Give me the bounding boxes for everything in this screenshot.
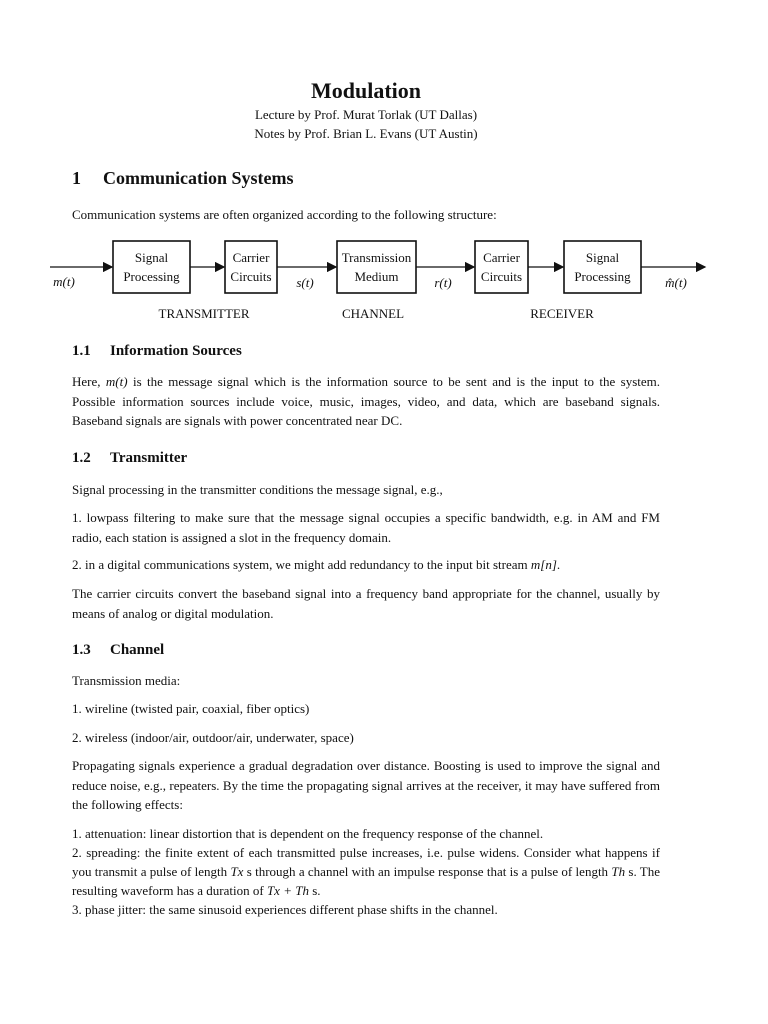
block-4-line-1: Carrier bbox=[483, 250, 520, 265]
section-1-number: 1 bbox=[72, 168, 81, 188]
effect-phase-jitter: 3. phase jitter: the same sinusoid experiences different phase shifts in the channel. bbox=[72, 902, 498, 917]
block-5-line-2: Processing bbox=[574, 269, 631, 284]
para-text: s through a channel with an impulse response that is a pulse of length bbox=[243, 864, 612, 879]
transmitter-paragraph-3 bbox=[72, 555, 660, 575]
transmitter-paragraph-2: 1. lowpass filtering to make sure that the message signal occupies a specific bandwidth, e.g. in AM and FM radio, each station is assigned a slot in the frequency domain. bbox=[72, 510, 660, 545]
subsection-1-2-heading bbox=[72, 450, 187, 467]
channel-paragraph-3: 2. wireless (indoor/air, outdoor/air, underwater, space) bbox=[72, 730, 354, 745]
block-signal-processing-rx bbox=[564, 241, 641, 293]
block-3-line-1: Transmission bbox=[341, 250, 412, 265]
signal-output-label: m̂(t) bbox=[665, 275, 687, 290]
block-3-line-2: Medium bbox=[354, 269, 399, 284]
block-signal-processing-tx bbox=[113, 241, 190, 293]
effect-spreading bbox=[72, 843, 660, 900]
para-text: 2. spreading: the finite extent of each transmitted pulse increases, i.e. pulse widens. Consider what happens if you transmit a pulse of length bbox=[72, 845, 660, 879]
effect-attenuation: 1. attenuation: linear distortion that is dependent on the frequency response of the channel. bbox=[72, 826, 544, 841]
subsection-1-1-number: 1.1 bbox=[72, 343, 91, 359]
math-th: Th bbox=[611, 864, 626, 879]
block-1-line-1: Signal bbox=[134, 250, 169, 265]
signal-s-label: s(t) bbox=[296, 275, 314, 290]
group-channel-label: CHANNEL bbox=[341, 306, 405, 321]
para-text: . bbox=[556, 557, 561, 572]
section-1-intro: Communication systems are often organized according to the following structure: bbox=[72, 207, 497, 222]
transmitter-paragraph-4: The carrier circuits convert the baseband signal into a frequency band appropriate for the channel, usually by means of analog or digital modulation. bbox=[72, 586, 660, 621]
transmitter-paragraph-1: Signal processing in the transmitter conditions the message signal, e.g., bbox=[72, 482, 443, 497]
subsection-1-1-heading bbox=[72, 343, 242, 360]
block-2-line-2: Circuits bbox=[230, 269, 272, 284]
subsection-1-2-number: 1.2 bbox=[72, 450, 91, 466]
para-text: is the message signal which is the information source to be sent and is the input to the system. Possible information sources include voice, music, images, video, and data, which are baseband signals. Baseband signals are signals with power concentrated near DC. bbox=[72, 374, 660, 428]
subsection-1-3-number: 1.3 bbox=[72, 642, 91, 658]
block-carrier-circuits-tx bbox=[225, 241, 277, 293]
math-m-t: m(t) bbox=[105, 374, 128, 389]
subsection-1-3-heading bbox=[72, 642, 164, 659]
section-1-title: Communication Systems bbox=[103, 168, 294, 188]
channel-effects-list bbox=[72, 824, 660, 919]
channel-paragraph-2: 1. wireline (twisted pair, coaxial, fiber optics) bbox=[72, 701, 310, 716]
math-tx: Tx bbox=[230, 864, 244, 879]
para-text: 2. in a digital communications system, we might add redundancy to the input bit stream bbox=[72, 557, 531, 572]
channel-paragraph-1: Transmission media: bbox=[72, 673, 181, 688]
math-m-n: m[n] bbox=[530, 557, 557, 572]
subsection-1-3-title: Channel bbox=[110, 642, 165, 658]
block-4-line-2: Circuits bbox=[480, 269, 523, 284]
signal-r-label: r(t) bbox=[434, 275, 452, 290]
information-sources-paragraph bbox=[72, 372, 660, 431]
channel-paragraph-4: Propagating signals experience a gradual degradation over distance. Boosting is used to improve the signal and reduce noise, e.g., repeaters. By the time the propagating signal arrives at the receiver, it may have suffered from the following effects: bbox=[72, 758, 660, 812]
author-line-2: Notes by Prof. Brian L. Evans (UT Austin) bbox=[254, 126, 478, 141]
group-receiver-label: RECEIVER bbox=[530, 306, 594, 321]
block-transmission-medium bbox=[337, 241, 416, 293]
para-text: s. bbox=[308, 883, 321, 898]
author-line-1: Lecture by Prof. Murat Torlak (UT Dallas) bbox=[254, 107, 478, 122]
signal-input-label: m(t) bbox=[53, 274, 75, 289]
block-carrier-circuits-rx bbox=[475, 241, 528, 293]
block-2-line-1: Carrier bbox=[232, 250, 270, 265]
para-text: Here, bbox=[72, 374, 106, 389]
subsection-1-1-title: Information Sources bbox=[110, 343, 242, 359]
para-text: s. The resulting waveform has a duration of bbox=[72, 864, 660, 898]
page-title: Modulation bbox=[310, 78, 422, 103]
subsection-1-2-title: Transmitter bbox=[110, 450, 188, 466]
group-transmitter-label: TRANSMITTER bbox=[158, 306, 250, 321]
block-diagram bbox=[0, 0, 768, 340]
block-5-line-1: Signal bbox=[585, 250, 620, 265]
block-1-line-2: Processing bbox=[123, 269, 180, 284]
math-tx-plus-th: Tx + Th bbox=[266, 883, 309, 898]
